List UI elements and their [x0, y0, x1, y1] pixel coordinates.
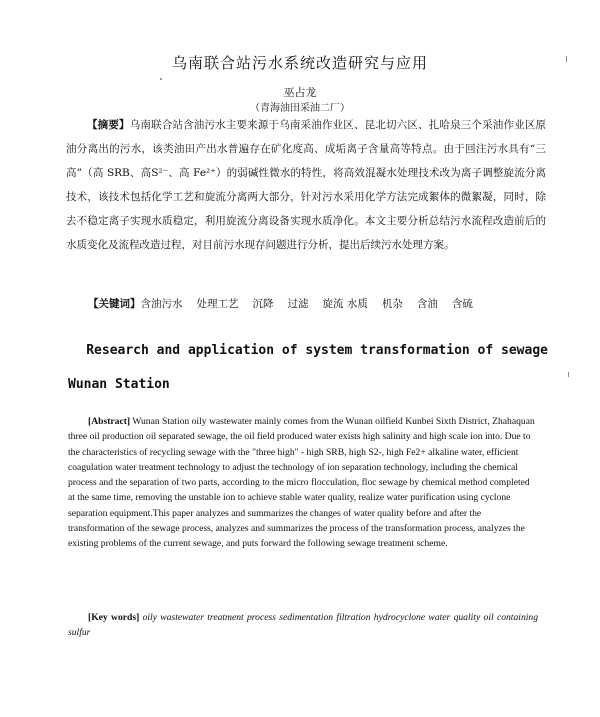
chinese-keywords	[88, 296, 558, 311]
scan-mark	[568, 372, 569, 377]
chinese-title: 乌南联合站污水系统改造研究与应用	[171, 54, 428, 72]
keyword: 含油	[416, 298, 438, 310]
scan-speck	[160, 78, 162, 80]
english-abstract	[68, 414, 538, 552]
chinese-keywords-label: 【关键词】	[88, 298, 141, 310]
keyword: 含硫	[451, 298, 473, 310]
keyword: 含油污水	[140, 298, 183, 310]
english-abstract-label: [Abstract]	[88, 416, 131, 427]
keyword: 旋流 水质	[322, 298, 368, 310]
english-keywords	[68, 610, 538, 641]
chinese-abstract	[66, 113, 546, 257]
english-keywords-label: [Key words]	[88, 612, 140, 623]
english-title-line-2: Wunan Station	[68, 377, 170, 392]
english-title-line-1: Research and application of system transformation of sewage	[86, 343, 548, 358]
chinese-affiliation: （青海油田采油二厂）	[250, 103, 350, 114]
english-abstract-text: Wunan Station oily wastewater mainly comes from the Wunan oilfield Kunbei Sixth District, Zhahaquan three oil production oil separated sewage, the oil field produced water exists high salinity and high scale ion into. Due to the characteristics of recycling sewage with the "three high" - high SRB, high S2-, high Fe2+ alkaline water, efficient coagulation water treatment technology to adjust the technology of ion separation technology, including the chemical process and the separation of two parts, according to the micro flocculation, floc sewage by chemical method completed at the same time, removing the unstable ion to achieve stable water quality, realize water purification using cyclone separation equipment.This paper analyzes and summarizes the changes of water quality before and after the transformation of the sewage process, analyzes and summarizes the process of the transformation process, analyzes the existing problems of the current sewage, and puts forward the following sewage treatment scheme.	[68, 416, 535, 550]
keyword: 处理工艺	[196, 298, 239, 310]
chinese-abstract-text: 乌南联合站含油污水主要来源于乌南采油作业区、昆北切六区、扎哈泉三个采油作业区原油分离出的污水，该类油田产出水普遍存在矿化度高、成垢离子含量高等特点。由于回注污水具有“三高”（高 SRB、高S²⁻、高 Fe²⁺）的弱碱性微水的特性，将高效混凝水处理技术改为离子调整旋流分离技术，该技术包括化学工艺和旋流分离两大部分，针对污水采用化学方法完成絮体的微絮凝，同时，除去不稳定离子实现水质稳定，利用旋流分离设备实现水质净化。本文主要分析总结污水流程改造前后的水质变化及流程改造过程，对目前污水现存问题进行分析，提出后续污水处理方案。	[66, 119, 547, 251]
keyword: 沉降	[252, 298, 274, 310]
chinese-abstract-label: 【摘要】	[87, 119, 130, 131]
english-keywords-text: oily wastewater treatment process sedimentation filtration hydrocyclone water quality oil containing sulfur	[68, 612, 538, 639]
keyword: 机杂	[381, 298, 403, 310]
keyword: 过滤	[287, 298, 309, 310]
chinese-author: 巫占龙	[283, 86, 317, 99]
